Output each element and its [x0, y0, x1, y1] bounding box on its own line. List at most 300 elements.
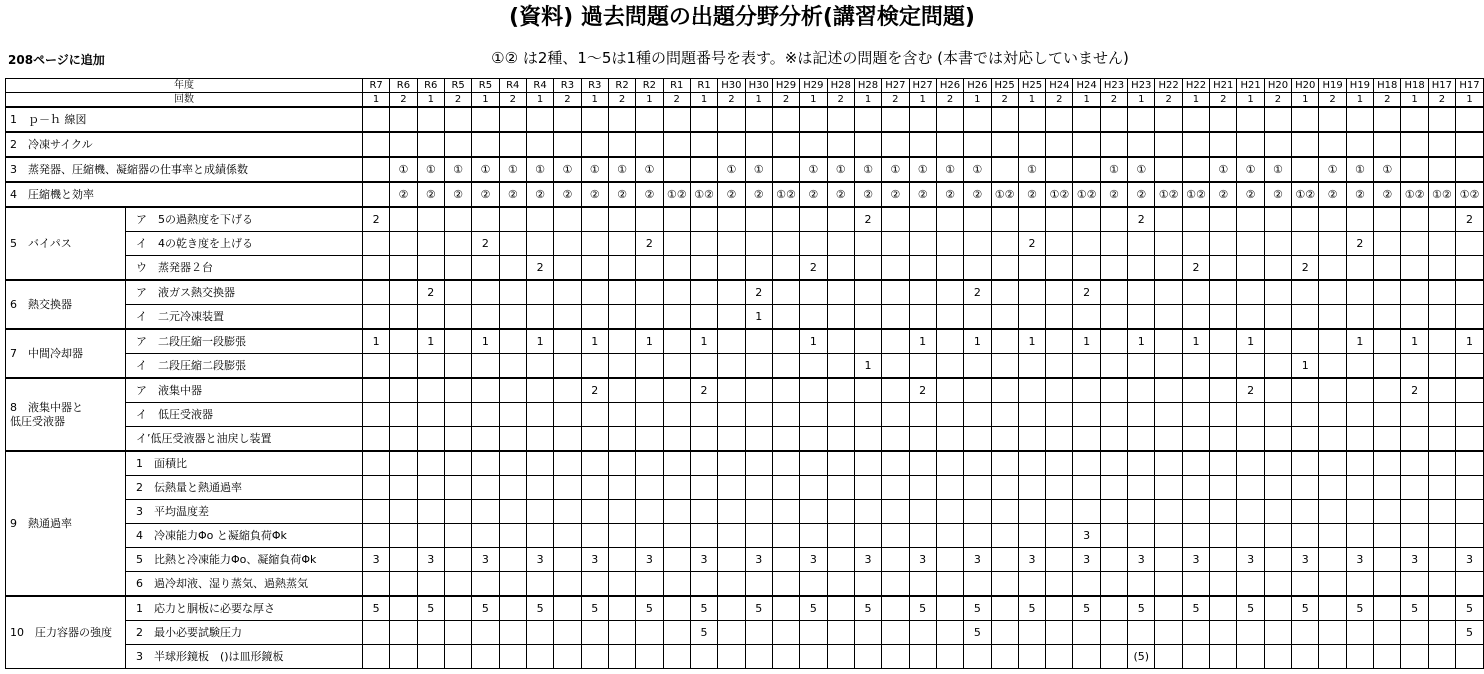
data-cell: [1073, 305, 1100, 330]
data-cell: ①: [1128, 157, 1155, 182]
data-cell: [1128, 621, 1155, 645]
data-cell: [1155, 157, 1182, 182]
data-cell: [1073, 572, 1100, 597]
data-cell: [690, 500, 717, 524]
data-cell: [772, 280, 799, 305]
data-cell: [690, 305, 717, 330]
year-header-cell: R1: [690, 79, 717, 93]
data-cell: ①: [800, 157, 827, 182]
data-cell: [1264, 305, 1291, 330]
data-cell: [1155, 596, 1182, 621]
data-cell: [1182, 378, 1209, 403]
data-cell: [1319, 256, 1346, 281]
data-cell: [1155, 476, 1182, 500]
data-cell: [362, 645, 389, 669]
data-cell: [362, 280, 389, 305]
data-cell: [417, 645, 444, 669]
data-cell: [526, 280, 553, 305]
data-cell: [1100, 256, 1127, 281]
data-cell: [1401, 132, 1428, 157]
data-cell: 3: [854, 548, 881, 572]
data-cell: ②: [1237, 182, 1264, 207]
data-cell: [417, 256, 444, 281]
data-cell: ②: [1346, 182, 1373, 207]
data-cell: [608, 476, 635, 500]
data-cell: [499, 207, 526, 232]
round-header-cell: 1: [690, 93, 717, 108]
data-cell: [745, 427, 772, 452]
round-header-cell: 1: [909, 93, 936, 108]
year-header-cell: R5: [472, 79, 499, 93]
data-cell: [909, 232, 936, 256]
data-cell: [1182, 305, 1209, 330]
data-cell: [499, 427, 526, 452]
data-cell: [1073, 427, 1100, 452]
subcategory-cell: 1 応力と胴板に必要な厚さ: [125, 596, 362, 621]
data-cell: 5: [964, 596, 991, 621]
data-cell: [854, 107, 881, 132]
data-cell: [608, 378, 635, 403]
data-cell: [800, 107, 827, 132]
year-header-cell: H24: [1046, 79, 1073, 93]
data-cell: [663, 280, 690, 305]
data-cell: [1264, 596, 1291, 621]
data-cell: 1: [1018, 329, 1045, 354]
data-cell: [608, 572, 635, 597]
data-cell: 3: [417, 548, 444, 572]
data-cell: [390, 621, 417, 645]
data-cell: [1155, 500, 1182, 524]
data-cell: [390, 305, 417, 330]
data-cell: [1292, 232, 1319, 256]
data-cell: [1428, 500, 1455, 524]
data-cell: [526, 354, 553, 379]
data-cell: [444, 476, 471, 500]
data-cell: [1456, 524, 1484, 548]
data-cell: [444, 107, 471, 132]
data-cell: [718, 280, 745, 305]
data-cell: 1: [1182, 329, 1209, 354]
data-cell: [964, 572, 991, 597]
data-cell: [417, 621, 444, 645]
data-cell: [1046, 451, 1073, 476]
data-cell: [1428, 132, 1455, 157]
data-cell: [663, 132, 690, 157]
data-cell: [1428, 403, 1455, 427]
data-cell: [1401, 107, 1428, 132]
category-cell: [6, 596, 126, 669]
data-cell: 2: [1346, 232, 1373, 256]
data-cell: [718, 305, 745, 330]
data-cell: ②: [718, 182, 745, 207]
data-cell: 2: [1182, 256, 1209, 281]
data-cell: 2: [1128, 207, 1155, 232]
data-cell: [991, 596, 1018, 621]
year-header-cell: H29: [800, 79, 827, 93]
table-row: [6, 329, 1484, 354]
data-cell: [1100, 107, 1127, 132]
data-cell: [1319, 548, 1346, 572]
category-cell: [6, 451, 126, 596]
data-cell: [882, 305, 909, 330]
data-cell: [499, 548, 526, 572]
data-cell: [362, 182, 389, 207]
data-cell: [1018, 280, 1045, 305]
data-cell: [1319, 232, 1346, 256]
data-cell: [1210, 476, 1237, 500]
data-cell: [1401, 403, 1428, 427]
data-cell: [1374, 403, 1401, 427]
data-cell: [1018, 207, 1045, 232]
data-cell: [1237, 207, 1264, 232]
data-cell: [1155, 256, 1182, 281]
data-cell: [1401, 524, 1428, 548]
data-cell: [909, 476, 936, 500]
data-cell: [1374, 232, 1401, 256]
data-cell: [936, 207, 963, 232]
data-cell: ②: [964, 182, 991, 207]
data-cell: [1046, 232, 1073, 256]
subcategory-cell: 2 伝熱量と熱通過率: [125, 476, 362, 500]
round-header-cell: 1: [1073, 93, 1100, 108]
data-cell: [909, 132, 936, 157]
data-cell: 5: [1346, 596, 1373, 621]
data-cell: [1346, 378, 1373, 403]
data-cell: [1374, 132, 1401, 157]
data-cell: [800, 132, 827, 157]
data-cell: [608, 207, 635, 232]
data-cell: [608, 427, 635, 452]
subcategory-cell: イ 二元冷凍装置: [125, 305, 362, 330]
table-row: [6, 207, 1484, 232]
category-text: 6 熱交換器: [10, 297, 72, 311]
data-cell: [772, 107, 799, 132]
data-cell: [417, 524, 444, 548]
data-cell: [1100, 329, 1127, 354]
data-cell: ①: [936, 157, 963, 182]
data-cell: [1100, 403, 1127, 427]
data-cell: [1401, 305, 1428, 330]
data-cell: [882, 329, 909, 354]
data-cell: [1374, 256, 1401, 281]
data-cell: [1237, 305, 1264, 330]
data-cell: [1155, 107, 1182, 132]
data-cell: ①: [909, 157, 936, 182]
data-cell: [1292, 157, 1319, 182]
data-cell: [1046, 256, 1073, 281]
data-cell: [1264, 451, 1291, 476]
data-cell: [444, 596, 471, 621]
data-cell: [1264, 280, 1291, 305]
data-cell: [745, 645, 772, 669]
data-cell: [964, 378, 991, 403]
data-cell: [827, 548, 854, 572]
round-header-cell: 1: [1128, 93, 1155, 108]
data-cell: [1128, 572, 1155, 597]
data-cell: [936, 329, 963, 354]
data-cell: [581, 403, 608, 427]
data-cell: [1428, 207, 1455, 232]
data-cell: [1292, 500, 1319, 524]
data-cell: [1128, 354, 1155, 379]
page-subtitle: ①② は2種、1～5は1種の問題番号を表す。※は記述の問題を含む (本書では対応していません): [491, 49, 1129, 67]
data-cell: [499, 524, 526, 548]
data-cell: [1346, 500, 1373, 524]
data-cell: 1: [362, 329, 389, 354]
data-cell: [964, 256, 991, 281]
year-header-cell: H27: [882, 79, 909, 93]
data-cell: [1264, 524, 1291, 548]
data-cell: [581, 207, 608, 232]
data-cell: 2: [854, 207, 881, 232]
data-cell: ①②: [1401, 182, 1428, 207]
data-cell: 1: [417, 329, 444, 354]
data-cell: [745, 256, 772, 281]
data-cell: [390, 572, 417, 597]
data-cell: [581, 451, 608, 476]
data-cell: [1319, 572, 1346, 597]
data-cell: [444, 354, 471, 379]
data-cell: [772, 232, 799, 256]
round-header-cell: 2: [1155, 93, 1182, 108]
data-cell: [772, 451, 799, 476]
data-cell: [1073, 132, 1100, 157]
data-cell: [690, 572, 717, 597]
data-cell: [581, 132, 608, 157]
data-cell: [800, 621, 827, 645]
data-cell: ②: [581, 182, 608, 207]
round-header-cell: 2: [1046, 93, 1073, 108]
data-cell: [718, 354, 745, 379]
data-cell: [1401, 280, 1428, 305]
data-cell: [991, 548, 1018, 572]
data-cell: [581, 572, 608, 597]
data-cell: [1319, 427, 1346, 452]
data-cell: 5: [1292, 596, 1319, 621]
data-cell: [472, 132, 499, 157]
data-cell: [1292, 403, 1319, 427]
data-cell: [554, 476, 581, 500]
data-cell: 5: [472, 596, 499, 621]
data-cell: [1456, 232, 1484, 256]
data-cell: [854, 329, 881, 354]
year-header-cell: H21: [1210, 79, 1237, 93]
data-cell: [526, 524, 553, 548]
data-cell: [718, 403, 745, 427]
data-cell: [800, 524, 827, 548]
data-cell: [1374, 329, 1401, 354]
data-cell: [1155, 378, 1182, 403]
data-cell: [690, 157, 717, 182]
data-cell: [1128, 378, 1155, 403]
table-row: [6, 305, 1484, 330]
data-cell: ①②: [1182, 182, 1209, 207]
data-cell: [581, 500, 608, 524]
data-cell: ②: [472, 182, 499, 207]
data-cell: [718, 256, 745, 281]
data-cell: [1073, 157, 1100, 182]
round-header-cell: 1: [362, 93, 389, 108]
round-header-cell: 2: [1428, 93, 1455, 108]
data-cell: 5: [964, 621, 991, 645]
category-cell: 4 圧縮機と効率: [6, 182, 363, 207]
data-cell: [1401, 451, 1428, 476]
data-cell: [1428, 354, 1455, 379]
data-cell: [882, 524, 909, 548]
data-cell: 5: [745, 596, 772, 621]
data-cell: [390, 207, 417, 232]
data-cell: [663, 107, 690, 132]
year-header-cell: H28: [854, 79, 881, 93]
data-cell: ①: [1374, 157, 1401, 182]
round-header-cell: 1: [1292, 93, 1319, 108]
data-cell: [854, 645, 881, 669]
data-cell: ①②: [991, 182, 1018, 207]
data-cell: [636, 524, 663, 548]
data-cell: [718, 645, 745, 669]
data-cell: [444, 451, 471, 476]
data-cell: [526, 621, 553, 645]
data-cell: [745, 132, 772, 157]
data-cell: ②: [1264, 182, 1291, 207]
data-cell: ①②: [1456, 182, 1484, 207]
data-cell: [1456, 500, 1484, 524]
data-cell: [1046, 476, 1073, 500]
data-cell: [526, 132, 553, 157]
data-cell: [991, 476, 1018, 500]
data-cell: [362, 621, 389, 645]
data-cell: ①: [499, 157, 526, 182]
data-cell: [362, 354, 389, 379]
year-header-cell: H26: [964, 79, 991, 93]
data-cell: [909, 305, 936, 330]
data-cell: [362, 157, 389, 182]
data-cell: [581, 524, 608, 548]
data-cell: [827, 378, 854, 403]
data-cell: [718, 476, 745, 500]
data-cell: [936, 232, 963, 256]
data-cell: [1346, 524, 1373, 548]
data-cell: 1: [745, 305, 772, 330]
data-cell: 3: [800, 548, 827, 572]
data-cell: [1100, 132, 1127, 157]
table-row: [6, 427, 1484, 452]
year-header-cell: H17: [1428, 79, 1455, 93]
data-cell: [1319, 451, 1346, 476]
data-cell: 5: [690, 621, 717, 645]
data-cell: [882, 621, 909, 645]
round-header-cell: 1: [1018, 93, 1045, 108]
data-cell: [1428, 280, 1455, 305]
data-cell: [499, 476, 526, 500]
data-cell: [909, 524, 936, 548]
data-cell: [663, 427, 690, 452]
data-cell: [1128, 280, 1155, 305]
data-cell: [936, 132, 963, 157]
year-header-cell: H22: [1155, 79, 1182, 93]
data-cell: [608, 354, 635, 379]
data-cell: [417, 132, 444, 157]
data-cell: [1456, 132, 1484, 157]
data-cell: 3: [690, 548, 717, 572]
data-cell: [882, 572, 909, 597]
data-cell: 1: [964, 329, 991, 354]
data-cell: 2: [800, 256, 827, 281]
data-cell: [772, 354, 799, 379]
data-cell: 3: [472, 548, 499, 572]
data-cell: [718, 500, 745, 524]
data-cell: [1428, 524, 1455, 548]
data-cell: [1046, 107, 1073, 132]
data-cell: [964, 132, 991, 157]
data-cell: [1046, 427, 1073, 452]
data-cell: ②: [800, 182, 827, 207]
data-cell: [1428, 157, 1455, 182]
round-header-cell: 2: [991, 93, 1018, 108]
round-header-cell: 2: [882, 93, 909, 108]
data-cell: ①②: [1155, 182, 1182, 207]
data-cell: [1182, 451, 1209, 476]
data-cell: [1456, 378, 1484, 403]
data-cell: 5: [1182, 596, 1209, 621]
data-cell: [554, 107, 581, 132]
data-cell: [1401, 427, 1428, 452]
data-cell: [472, 427, 499, 452]
data-cell: [1264, 645, 1291, 669]
data-cell: [936, 476, 963, 500]
data-cell: ①: [1100, 157, 1127, 182]
year-header-cell: H23: [1100, 79, 1127, 93]
data-cell: [444, 232, 471, 256]
data-cell: ①: [854, 157, 881, 182]
data-cell: [526, 207, 553, 232]
round-label: 回数: [6, 93, 363, 108]
year-header-cell: R7: [362, 79, 389, 93]
data-cell: [882, 476, 909, 500]
data-cell: [1073, 232, 1100, 256]
data-cell: [1456, 427, 1484, 452]
data-cell: [936, 403, 963, 427]
data-cell: [663, 451, 690, 476]
data-cell: [882, 548, 909, 572]
data-cell: 3: [745, 548, 772, 572]
data-cell: [1046, 207, 1073, 232]
data-cell: [1401, 207, 1428, 232]
data-cell: [1346, 354, 1373, 379]
data-cell: [936, 280, 963, 305]
data-cell: [827, 572, 854, 597]
round-header-cell: 1: [636, 93, 663, 108]
data-cell: [1401, 476, 1428, 500]
data-cell: [444, 621, 471, 645]
data-cell: [444, 572, 471, 597]
data-cell: [663, 500, 690, 524]
table-row: [6, 107, 1484, 132]
data-cell: [936, 524, 963, 548]
data-cell: [1319, 645, 1346, 669]
table-row: [6, 232, 1484, 256]
data-cell: [554, 378, 581, 403]
header-year-row: [6, 79, 1484, 93]
data-cell: 2: [964, 280, 991, 305]
data-cell: [909, 403, 936, 427]
data-cell: [827, 207, 854, 232]
data-cell: [1428, 256, 1455, 281]
data-cell: [417, 403, 444, 427]
data-cell: [554, 256, 581, 281]
data-cell: 3: [1401, 548, 1428, 572]
data-cell: [362, 232, 389, 256]
